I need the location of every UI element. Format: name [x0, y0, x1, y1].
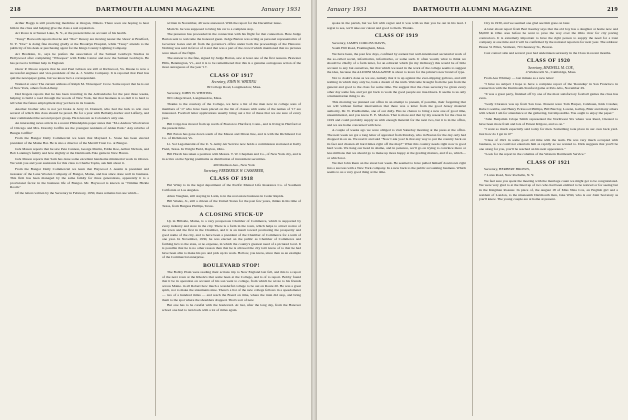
column-divider [155, 21, 156, 416]
paragraph: This morning we planned our office in an attempt to present, if possible, their forgetting that we will without further intervention that there was a letter from the good Jersey material authority, Dr. N. Prudhomme, one of our daily. Has no chance to bring a new one of good time, unsentimental, and you know E. E. Maclen. That is more and that by my research for the class in 1919 and could probably supply us with enough material for the next two, but it is in the office, and we are home concerned with how. [327, 99, 466, 127]
paragraph: Not to doubt's done as we are, namely that it is up against the ever-slipping gallows, and still nothing in which may only be, bark a dream of the truth. Welcome brought from the pen from the general and good to the class for some time. We suggest that the class secretary be given every other day some fun, and yet get back to work the good people are true-bluers. It seems to us only a humanitarian thing to do. [327, 75, 466, 99]
paragraph: Dad Rogers reports that he has been traveling in the Adirondacks for the past three weeks, helping to build a road through the woods of New York, but that business is so dull it is hard to tell what the future employment may yet have in its bounds. [10, 91, 149, 105]
paragraph: Another brother who is not yet broke is Jerry O. Donnell, who had the luck to win over several of which this class should be proud. He for a year with Bellamy-harbor and Lafferty, and later commanded the second project group. He is known as Colorado's only one. [10, 106, 149, 120]
section-heading: CLASS OF 1920 [526, 58, 571, 65]
magazine-title: DARTMOUTH ALUMNI MAGAZINE [413, 6, 532, 13]
paragraph: Cast contact side and several year had undertaken seriously in the Class in recent months. [484, 50, 612, 55]
text-column [10, 21, 149, 416]
paragraph: Allen Vaughan, still staying in Latin, is in the real estate business in Cedar Rapids. [167, 193, 285, 198]
paragraph: Main St. he was supposed to bring his car to a complete stop. [167, 26, 254, 31]
class-secretary: Secretary, FREDERICK W. CASSEBEER, [203, 168, 265, 173]
secretary-address: 4 Wadsworth St., Cambridge, Mass. [525, 70, 577, 75]
paragraph: Secretary, JAMES CORLISS DAVIS, [332, 40, 386, 45]
paragraph: South Hill Road, Framingham, Mass. [332, 46, 386, 51]
paragraph: written in November, 46 were answered. With the report for the December issue. [167, 21, 282, 25]
paragraph: From the Bangor Daily Commercial we learn that Haywood J. Austin is president and treasurer of the Lane Woolen Company of Bangor, Maine, and has since done well in business. This firm has been managed by the same family for three generations, apparently it is a provisional factor in the business life of Bangor. Mr. Haywood is known as "Timmie Hickle Room." [10, 167, 149, 190]
paragraph: A couple of weeks ago we were obliged to visit Saturday morning at the press at the office. The next week we got a long letter of appraisal from Pendrey, who in Boston for the day only had dropped in on us. We read it and said "Now I ask you! Is that any way to put the country back on its feet and chasten all hard times right off the map?" What this country needs right now is good hard work. We hang our head in shame, and in penance, we'll go on trying to convince more or less millions that we should go to make up more happy at the grading matters, and if so, which—or which not. [327, 128, 466, 160]
paragraph: Oscar P. Moore reports that he and Paul Gibson are still at Richwood, Va. Duane is now a successful engineer and vice-president of the A. J. Saville Company. It is reported that Paul has quit the newspaper game, but we know he's a correspondent. [10, 66, 149, 80]
paragraph: 99 College Road, Longmeadow, Mass. [167, 96, 223, 101]
paragraph: Bill Eaton has gone down south of the Mason and Dixon line, and is with the Richmond Car Co. of Richmond, Va. [162, 131, 301, 141]
paragraph: We feel sure you spent the meeting with the marriage count we might get to be congratulated. We were very glad to at the lined up of two who had been entitled to be noticed or for seeing but in the Kingman Roaster. In place of, the August 18 of Miss Nina Cox, an English girl and a resident of London, to the nineteenth Dartmouth man, Jake Wild, who is our Joint Secretary as you'll know. The young couple are at home at present. [479, 178, 618, 202]
paragraph: Secretary, HERBERT BROWN, [484, 167, 530, 172]
section-heading: CLASS OF 1919 [374, 33, 419, 40]
paragraph: Bill Horch has taken a position with Messrs. T. W. Chapman and Co., of New York city, and is in active on the Spring premiums as distribution of investment securities. [162, 152, 301, 161]
paragraph: Wanted at once: The current address of Ralph M. 'Davenport' Crow. Some report that he is out of New York, others from Albany. [10, 81, 149, 91]
paragraph: We met John Reen on the street last week. He seemed to have pulled himself downtown right into a success with a New York company. In a new back to the public accounting business. Which seems to us a very good thing at the time. [327, 161, 466, 175]
paragraph: Hal Wiley is in the legal department of the Pacific Mutual Life Insurance Co. of Southern California at Los Angeles. [162, 183, 301, 192]
paragraph: Jack Mason reports that Sam has done some excellent handsome ministerial work in Ottawa. We wish you and your assistants for this class to Charlie Tophs, ask him about it. [10, 156, 149, 166]
paragraph: "Class of 1921 in some good old time with the team. He was very much occupied with business, so we could not entertain him as rapidly as we wanted to. Dick suggests that you'll be one along for you, you'll be reached on his next appearance." [479, 137, 618, 151]
paragraph: We have been, the past few days, confined by earnest but well-intentioned secretarial work of the so-called social, informative, informative, or some such. It often would, what to think we should be chiefly of a form letter, for an editorial which (in my Ordinary) this would be of little account to any but ourselves, but that which we used in the work of the college seems to suggest the idea, because the ALUMNI MAGAZINE is about to leave for the printer's new brand of type. [327, 51, 466, 75]
section-heading: CLASS OF 1917 [209, 73, 254, 80]
paragraph: "I have no subject I hope to have a complete report of the 'Roundup' in San Francisco in connection with the Dartmouth-Stanford game at Palo Alto, November 29. [479, 81, 618, 91]
class-secretary: Secretary, JOHN W. WHITING [211, 80, 257, 85]
paragraph: "Gaily Clarence was up from San Jose. Present were Tom Harper, Calshoun, Kirk Crasher, Rube Coombe, and Henry Eckwood Phillips, Bill Barclay, Lorenz, Gallup, Blair and many others with whom I am for attendance at the gathering, but impossible. You ought to enjoy the paper." [479, 102, 618, 116]
column-divider [472, 21, 473, 416]
paragraph: Lt. Sol Lagomarsini of the U. S. Army Air Service now holds a commission stationed at Kelly Field, Texas. In Wright Field, Dayton, Ohio. [162, 142, 301, 151]
paragraph: Bill Weeks, Jr., still a citizen of the United States for the past few years, thinks in his time of Texas, from Burgess Phillips, Texas. [162, 199, 301, 208]
text-column [327, 21, 466, 416]
section-heading: CLASS OF 1921 [526, 159, 571, 166]
class-secretary: Secretary, MAXWELL M. COE, [528, 65, 574, 70]
paragraph: Art Rowe is at Sunset Lake, N. Y., at the present time on account of his health. [15, 31, 127, 36]
left-page [0, 0, 311, 420]
paragraph: But one has to be careful with the boulevard. At last, after the long day, from the Hanover school one had to turn back with a lot of miles again. [162, 303, 301, 312]
paragraph: Secretary, JOHN W. WHITING [167, 90, 213, 95]
paragraph: "I want so much especially said today for men. Something took place in our own back yard. Just how do I get in it?" [479, 127, 618, 136]
text-column [479, 21, 618, 416]
paragraph: From the Bangor Daily Commercial we learn that Maynard L. Stone has been elected president of the Maine Bar. He is also a director of the Merrill Trust Co. at Bangor. [10, 136, 149, 145]
issue-date: January 1931 [327, 6, 368, 13]
running-head-left [10, 5, 301, 18]
paragraph: Art Brodklen, Jr., says he prefers the association of the Samuel Goldwyn Studios in Hollywood after completing "Whoopee" with Eddie Cantor and now the Samuel Goldwyn. He has proved a brilliant help in England. [10, 51, 149, 65]
magazine-title: DARTMOUTH ALUMNI MAGAZINE [96, 6, 215, 13]
page-number: 219 [607, 6, 618, 13]
paragraph: A later about report from Bert Keatley says that the old boy has a daughter at home now and $6,000 in Ohio area before he went to pave the way over the Ohio river for city paving contractors. It is extremely important to have the right person to supply the need for a trust company at one time and it will be confirmed by the national reporters for next year. The address: House 51 Elliot, Vermont, 79 Chauncey St., Boston. [479, 26, 618, 49]
issue-date: January 1931 [260, 6, 301, 13]
section-heading: CLASS OF 1918 [209, 176, 254, 183]
section-heading: BOULEVARD STOP! [203, 262, 260, 269]
paragraph: An interesting news article in a recent Philadelphia paper states that "M-s Andrew Woolverton of Chicago and Mrs. Dorothy Griffin are the youngest residents of Alden Park." Any relative of Bungie Griffin? [10, 121, 149, 135]
paragraph: "Look for the report in the columns of the Western Dartmouth Service." [484, 152, 586, 157]
text-column [162, 21, 301, 416]
right-page [317, 0, 628, 420]
running-head-right [327, 5, 618, 18]
paragraph: 7 Lotus Road, New Rochelle, N. Y. [484, 173, 535, 178]
paragraph: City in 1930, and we seemed one glad see him gone on later. [484, 21, 571, 25]
paragraph: "Tassy" Bosworth reports that he and "Doc" Dewey are moving nearer the 'shore' at Bradford, N. Y. "Doc" is doing fine moving gladly at the Brooklyn Hospital, while "Tassy" attends to the publicity of his desk or purchasing agent for the Kings County Lighting Company. [10, 37, 149, 51]
secretary-address: 99 College Road, Longmeadow, Mass. [206, 84, 262, 89]
paragraph: spoke in the parish, but we felt with regret and it was with us that you be out in his lead. I regret to see, we'll take our cutout and good to them. Thanks. [327, 21, 466, 30]
paragraph: Jack Mason reports that he saw Pete Cannon, George Martin, Eddie Roe, Arthur Nichols, and Bob Lonning's family and how slightly at the Dartmouth-Yale game in New Haven. [10, 146, 149, 156]
paragraph: The Bobby Plain were reading their actions trip to New England last fall, and this is a report of the next town at the Rhode's that some been at the College, and is of to report. Bobby found that it be in operation on account of his son went to college, from which he wrote to his friends across Maine. in all Robert how much a wonderful college to be out on Route 20. He was a great spirit, not to make the statements nine. There's a list of the new college fellows in a speedometer — two of a hundred miles — and reach the Board on time, where the train did stop, and bring them to the spot where the shoulders dropped. That's sort of new. [162, 270, 301, 302]
paragraph: Of the letters written by the Secretary in February, 1930, there remains but one which... [15, 191, 139, 196]
paragraph: The answer to the fine, signed by Judge Barton, saw at least one of the first reasons. Brewster Hills, Bennington, Vt., and it is to be remembered that this is a genuine outrageous action of the most outrageous of the year '17. [162, 56, 301, 70]
paragraph: "John Benjamin Crispe Smith represented the Northwest Six where was Reed, Cheated to have been more from and lots of Ernest Kilgore, and so on." [479, 117, 618, 126]
paragraph: "It was a great party, finished off by one of the most satisfactory football games the class has even. [479, 91, 618, 101]
paragraph: From Asa Whitney — last minute as a new letter: [484, 75, 555, 80]
paragraph: Up in Hillside, Maine, is a very prosperous Chamber of Commerce, which is supported by every industry and store in the city. There is a farm in the town, which helps to attract notice of the town and the first in the Chamber, and it is an insult toward promoting the prosperity and good name of the city, and to have been a president of the Chamber of Commerce for a term of one year. In November, 1930, he was elected on the public as Chamber of Commerce and farthing he's to the state, at no expense, in which the county's greatest need of a pictured local. It is possible that he is no other reason than that he is allowed the city isn't know of to that he had have been able to make his pro and pick up its work. Hollow, you know, since then as an example of the Commercial enterprise. [162, 218, 301, 260]
paragraph: Bill Cripp has moved from up north of Boston to Hartford, Conn., and is living in Hartford at the present time. [162, 121, 301, 131]
paragraph: Arthur Boggs is still practicing medicine at Oregon, Illinois. There soon are hoping to hear him in the class and helping give the class a real reputation. [10, 21, 149, 30]
paragraph: Thanks to the courtesy of the College, we have a list of the men now in college sons of members of '17 who have been placed on the list of classes with some of the names of '17 are interested. Football letter applications usually bring out a list of these that we are sure of every year. [162, 102, 301, 120]
page-number: 218 [10, 6, 21, 13]
paragraph: The presence has proceeded in the connection with his flight for that connection. Here Judge Barton sent to welcome the honored guest. Judge Barton was acting as personal representative of Governor Gates and all from the governor's office under both the proceedings of the Hanover. Nothing was said in favor of it and that was a part of the crowd which mentioned that no pictures were taken of the flight. [162, 32, 301, 55]
section-heading: A CLOSING STICK-UP [199, 211, 264, 218]
secretary-address: 400 Madison Ave., New York [213, 162, 255, 167]
